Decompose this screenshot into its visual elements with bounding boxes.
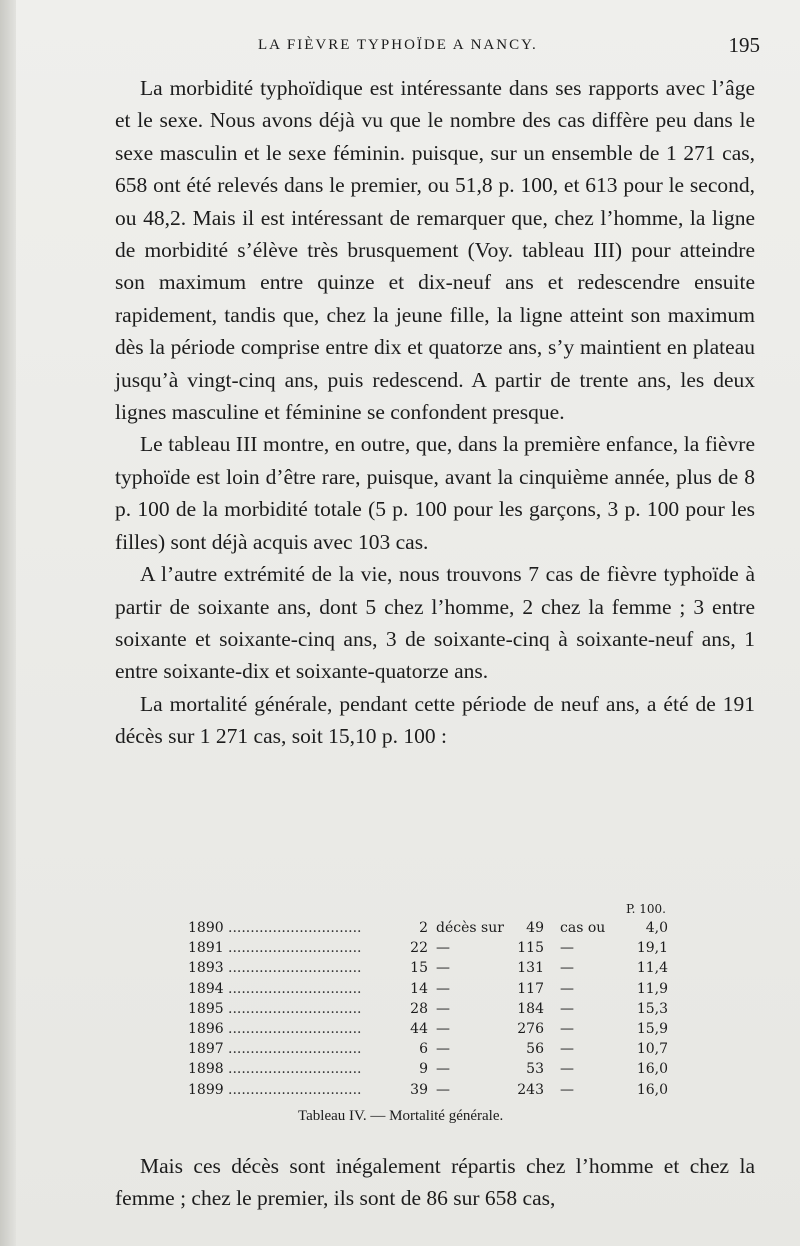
table-leader-dots: .............................. <box>228 920 362 936</box>
table-label-ou: — <box>560 1061 574 1078</box>
table-deaths: 6 <box>419 1041 428 1058</box>
table-label-ou: — <box>560 980 574 997</box>
table-label-sur: — <box>436 1020 450 1037</box>
table-rate: 11,9 <box>636 980 668 997</box>
table-cases: 53 <box>526 1061 544 1078</box>
paragraph-morbidity: La morbidité typhoïdique est intéressante dans ses rapports avec l’âge et le sexe. Nous avons déjà vu que le nombre des cas diffère peu dans le sexe masculin et le sexe féminin. puisque, sur un ensemble de 1 271 cas, 658 ont été relevés dans le premier, ou 51,8 p. 100, et 613 pour le second, ou 48,2. Mais il est intéressant de remarquer que, chez l’homme, la ligne de morbidité s’élève très brusquement (Voy. tableau III) pour atteindre son maximum entre quinze et dix-neuf ans et redescendre ensuite rapidement, tandis que, chez la jeune fille, la ligne atteint son maximum dès la période comprise entre dix et quatorze ans, s’y maintient en plateau jusqu’à vingt-cinq ans, puis redescend. A partir de trente ans, les deux lignes masculine et féminine se confondent presque. <box>115 76 755 425</box>
running-title: LA FIÈVRE TYPHOÏDE A NANCY. <box>258 37 538 53</box>
table-label-sur: — <box>436 960 450 977</box>
table-caption: Tableau IV. — Mortalité générale. <box>298 1108 504 1124</box>
table-rate: 15,9 <box>636 1020 668 1037</box>
table-label-ou: — <box>560 1000 574 1017</box>
table-year: 1894 <box>188 980 224 997</box>
table-row <box>118 1021 678 1041</box>
table-leader-dots: .............................. <box>228 940 362 957</box>
table-rate: 4,0 <box>645 920 668 936</box>
table-rate: 16,0 <box>636 1081 668 1098</box>
table-leader-dots: .............................. <box>228 1061 362 1078</box>
table-cases: 49 <box>526 920 544 936</box>
table-row <box>118 960 678 980</box>
paragraph-mortality: La mortalité générale, pendant cette période de neuf ans, a été de 191 décès sur 1 271 cas, soit 15,10 p. 100 : <box>115 691 755 749</box>
table-year: 1898 <box>188 1061 224 1078</box>
table-row <box>118 1001 678 1021</box>
paragraph-distribution: Mais ces décès sont inégalement répartis chez l’homme et chez la femme ; chez le premier, ils sont de 86 sur 658 cas, <box>115 1154 755 1211</box>
table-label-ou: — <box>560 1020 574 1037</box>
table-label-sur: décès sur <box>436 920 504 936</box>
table-cases: 131 <box>517 960 544 977</box>
body-text <box>115 72 755 753</box>
table-rate: 11,4 <box>636 960 668 977</box>
table-deaths: 44 <box>410 1020 428 1037</box>
table-cases: 243 <box>517 1081 544 1098</box>
mortality-table <box>118 920 678 1102</box>
table-deaths: 22 <box>410 940 428 957</box>
table-leader-dots: .............................. <box>228 1041 362 1058</box>
table-row <box>118 981 678 1001</box>
table-row <box>118 920 678 940</box>
table-leader-dots: .............................. <box>228 1000 362 1017</box>
page-number: 195 <box>728 33 760 57</box>
table-label-ou: — <box>560 1081 574 1098</box>
table-label-sur: — <box>436 940 450 957</box>
table-unit-header: P. 100. <box>626 902 666 916</box>
paragraph-old-age: A l’autre extrémité de la vie, nous trouvons 7 cas de fièvre typhoïde à partir de soixante ans, dont 5 chez l’homme, 2 chez la femme ; 3 entre soixante et soixante-cinq ans, 3 de soixante-cinq à soixante-neuf ans, 1 entre soixante-dix et soixante-quatorze ans. <box>115 562 755 684</box>
table-label-ou: cas ou <box>560 920 606 936</box>
table-label-sur: — <box>436 1041 450 1058</box>
page-binding-shadow <box>0 0 16 1246</box>
table-label-sur: — <box>436 1081 450 1098</box>
table-year: 1895 <box>188 1000 224 1017</box>
table-deaths: 2 <box>419 920 428 936</box>
table-leader-dots: .............................. <box>228 1081 362 1098</box>
table-label-sur: — <box>436 1061 450 1078</box>
table-rate: 10,7 <box>636 1041 668 1058</box>
table-leader-dots: .............................. <box>228 960 362 977</box>
table-rate: 16,0 <box>636 1061 668 1078</box>
table-year: 1896 <box>188 1020 224 1037</box>
table-cases: 184 <box>517 1000 544 1017</box>
table-year: 1897 <box>188 1041 224 1058</box>
table-label-ou: — <box>560 940 574 957</box>
table-label-ou: — <box>560 1041 574 1058</box>
table-cases: 56 <box>526 1041 544 1058</box>
table-cases: 276 <box>517 1020 544 1037</box>
table-row <box>118 1041 678 1061</box>
table-year: 1893 <box>188 960 224 977</box>
table-rate: 19,1 <box>636 940 668 957</box>
table-row <box>118 940 678 960</box>
table-label-sur: — <box>436 980 450 997</box>
table-row <box>118 1061 678 1081</box>
table-label-sur: — <box>436 1000 450 1017</box>
table-cases: 115 <box>517 940 544 957</box>
table-year: 1890 <box>188 920 224 936</box>
paragraph-tableau-iii: Le tableau III montre, en outre, que, dans la première enfance, la fièvre typhoïde est loin d’être rare, puisque, avant la cinquième année, plus de 8 p. 100 de la morbidité totale (5 p. 100 pour les garçons, 3 p. 100 pour les filles) sont déjà acquis avec 103 cas. <box>115 432 755 554</box>
table-leader-dots: .............................. <box>228 980 362 997</box>
table-leader-dots: .............................. <box>228 1020 362 1037</box>
table-label-ou: — <box>560 960 574 977</box>
table-deaths: 9 <box>419 1061 428 1078</box>
table-year: 1891 <box>188 940 224 957</box>
table-deaths: 15 <box>410 960 428 977</box>
table-deaths: 28 <box>410 1000 428 1017</box>
table-row <box>118 1082 678 1102</box>
table-rate: 15,3 <box>636 1000 668 1017</box>
table-deaths: 14 <box>410 980 428 997</box>
tail-text <box>115 1150 755 1215</box>
running-header <box>110 33 760 59</box>
table-cases: 117 <box>517 980 544 997</box>
table-year: 1899 <box>188 1081 224 1098</box>
table-deaths: 39 <box>410 1081 428 1098</box>
